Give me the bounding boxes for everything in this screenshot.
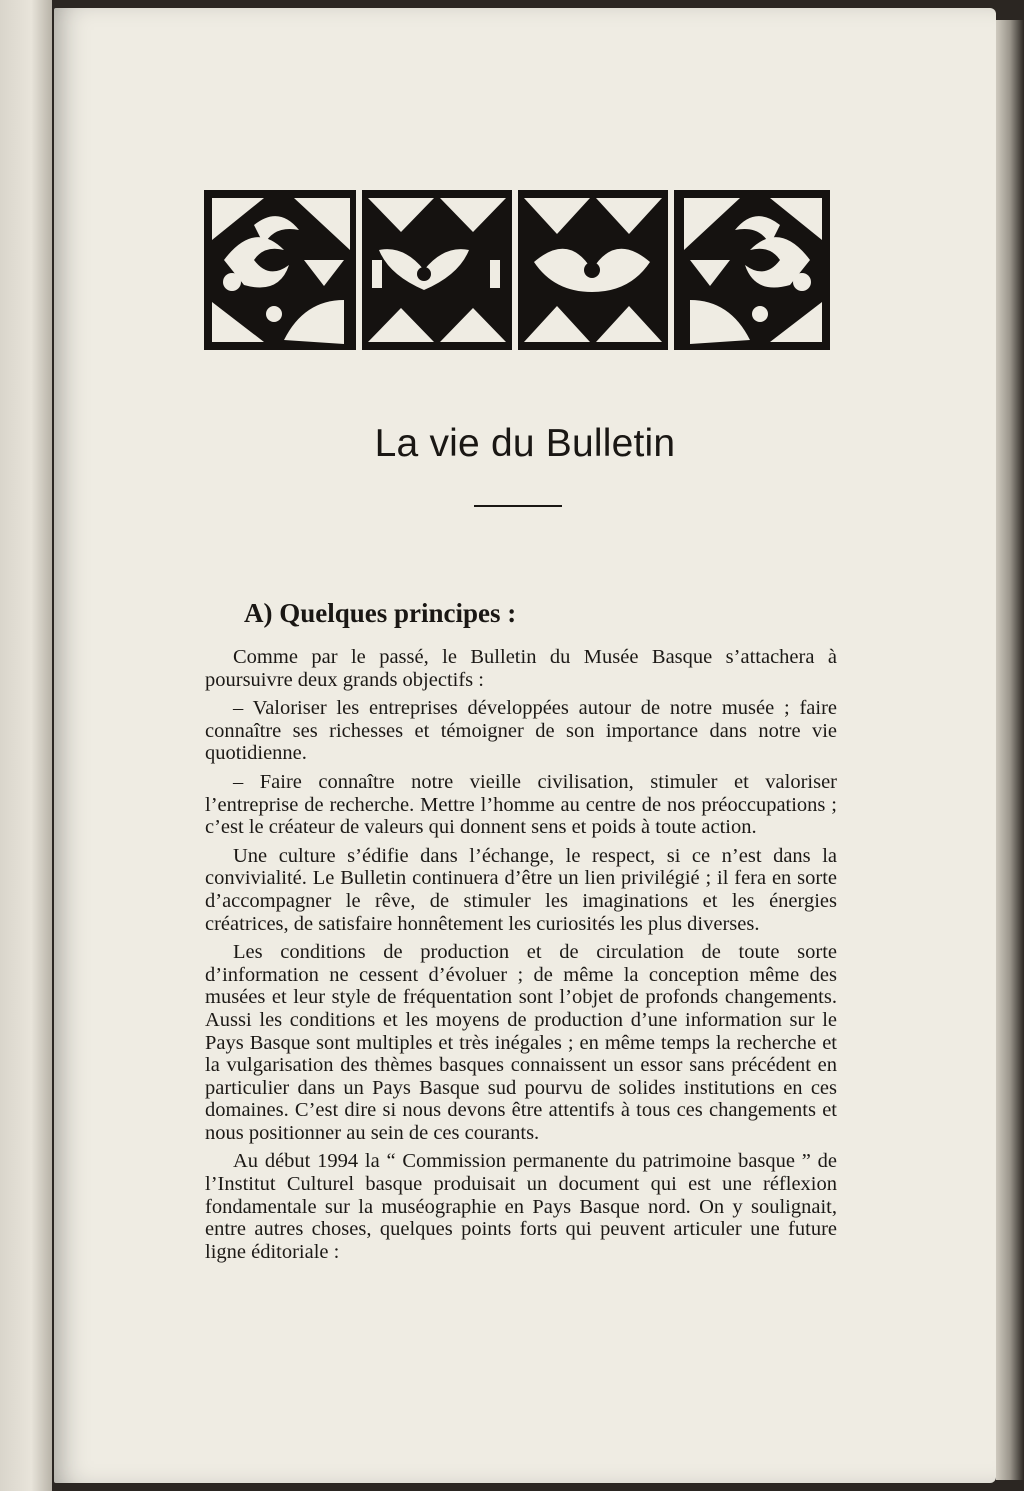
paragraph: Au début 1994 la “ Commission permanente du patrimoine basque ” de l’Institut Culturel basque produisait un document qui est une réflexion fondamentale sur la muséographie en Pays Basque nord. On y soulignait, entre autres choses, quelques points forts qui peuvent articuler une future ligne éditoriale : xyxy=(205,1150,837,1263)
section-heading: A) Quelques principes : xyxy=(244,598,517,628)
document-page xyxy=(54,8,996,1483)
paragraph: Les conditions de production et de circulation de toute sorte d’information ne cessent d’évoluer ; de même la conception même des musées et leur style de fréquentation sont l’objet de profonds changements. Aussi les conditions et les moyens de production d’une information sur le Pays Basque sont multiples et très inégales ; en même temps la recherche et la vulgarisation des thèmes basques connaissent un essor sans précédent en particulier dans un Pays Basque sud pourvu de solides institutions en ces domaines. C’est dire si nous devons être attentifs à tous ces changements et nous positionner au sein de ces courants. xyxy=(205,941,837,1144)
paragraph: Comme par le passé, le Bulletin du Musée Basque s’attachera à poursuivre deux grands objectifs : xyxy=(205,646,837,691)
page-title: La vie du Bulletin xyxy=(374,422,676,465)
paragraph: – Valoriser les entreprises développées autour de notre musée ; faire connaître ses richesses et témoigner de son importance dans notre vie quotidienne. xyxy=(205,697,837,765)
title-underline-divider xyxy=(474,505,562,507)
paragraph: – Faire connaître notre vieille civilisation, stimuler et valoriser l’entreprise de recherche. Mettre l’homme au centre de nos préoccupations ; c’est le créateur de valeurs qui donnent sens et poids à toute action. xyxy=(205,770,837,839)
paragraph: Une culture s’édifie dans l’échange, le respect, si ce n’est dans la convivialité. Le Bulletin continuera d’être un lien privilégié ; il fera en sorte d’accompagner le rêve, de stimuler les imaginations et les énergies créatrices, de satisfaire honnêtement les curiosités les plus diverses. xyxy=(205,844,837,935)
basque-ornament-frieze-icon xyxy=(204,190,830,350)
facing-page-edge xyxy=(0,0,52,1491)
page-stack-edge xyxy=(996,20,1024,1480)
article-body xyxy=(205,646,837,1269)
